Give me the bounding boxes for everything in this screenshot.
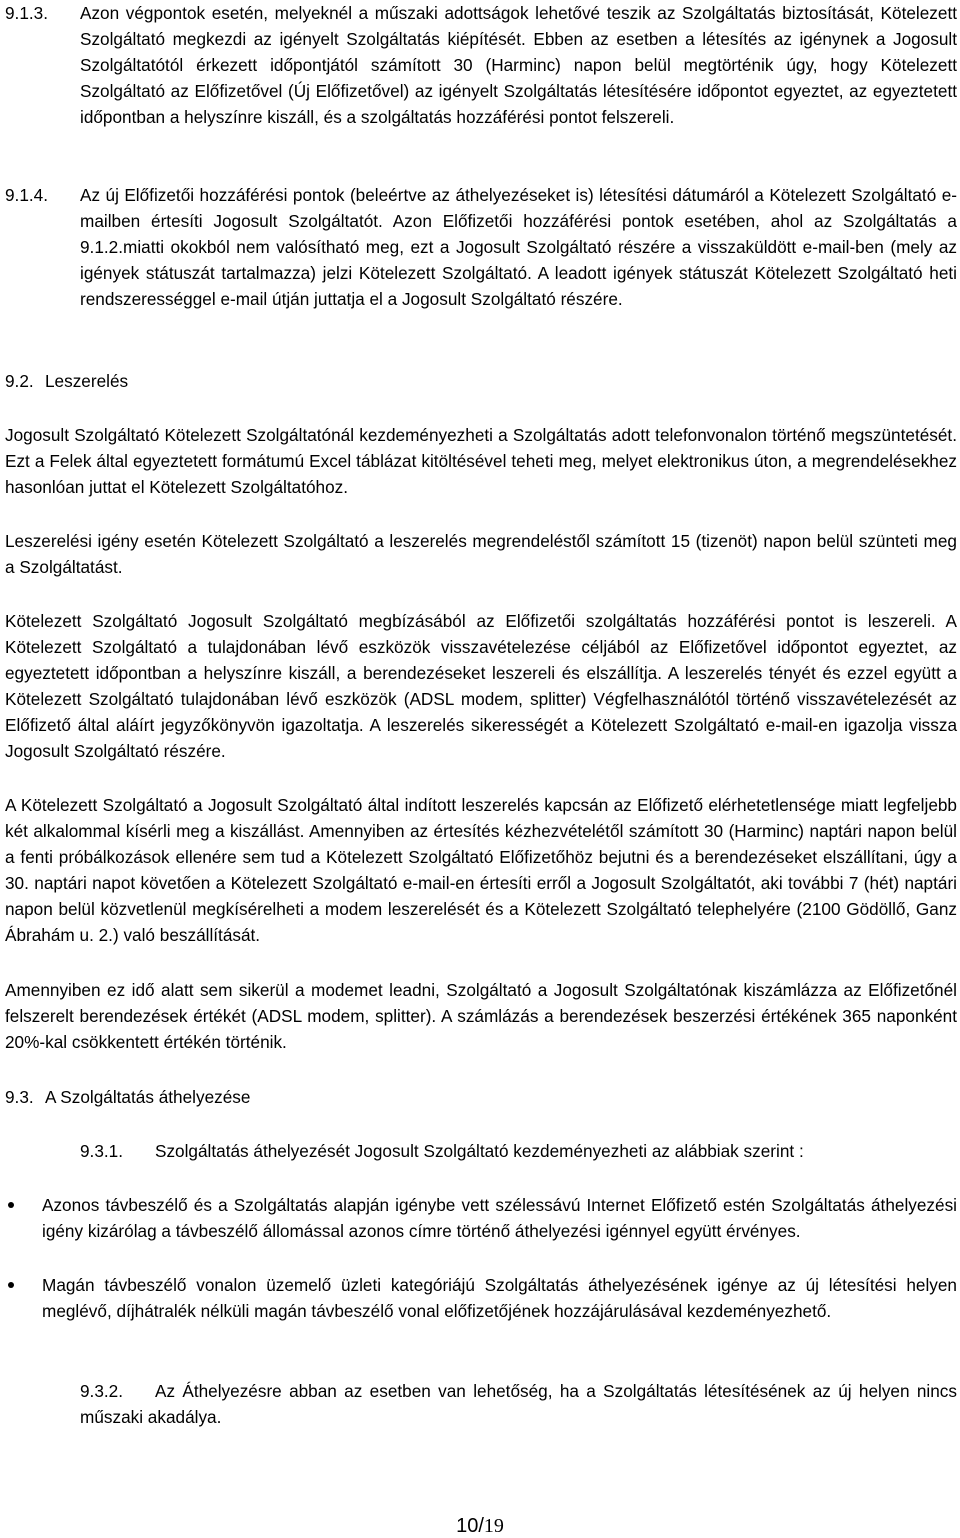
list-item [5,1272,957,1324]
section-9-3-1 [80,1138,957,1164]
heading-number: 9.3. [5,1087,34,1107]
heading-title: A Szolgáltatás áthelyezése [45,1087,251,1107]
paragraph: Jogosult Szolgáltató Kötelezett Szolgáltatónál kezdeményezheti a Szolgáltatás adott telefonvonalon történő megszüntetését. Ezt a Felek által egyeztetett formátumú Excel táblázat kitöltésével teheti meg, melyet elektronikus úton, a megrendelésekhez hasonlóan juttat el Kötelezett Szolgáltatóhoz. [5,425,957,497]
paragraph: Kötelezett Szolgáltató Jogosult Szolgáltató megbízásából az Előfizetői szolgáltatás hozzáférési pontot is leszereli. A Kötelezett Szolgáltató a tulajdonában lévő eszközök visszavételezése céljából az Előfizetővel időpontot egyeztet, az egyeztetett időpontban a helyszínre kiszáll, a berendezéseket leszereli és elszállítja. A leszerelés tényét és ezzel együtt a Kötelezett Szolgáltató tulajdonában lévő eszközök (ADSL modem, splitter) Végfelhasználótól történő visszavételezését az Előfizető által aláírt jegyzőkönyvön igazoltatja. A leszerelés sikerességét a Kötelezett Szolgáltató e-mail-en igazolja vissza Jogosult Szolgáltató részére. [5,611,957,761]
paragraph: Leszerelési igény esetén Kötelezett Szolgáltató a leszerelés megrendeléstől számított 15 (tizenöt) napon belül szünteti meg a Szolgáltatást. [5,531,957,577]
heading-title: Leszerelés [45,371,129,391]
section-text: Azon végpontok esetén, melyeknél a műszaki adottságok lehetővé teszik az Szolgáltatás biztosítását, Kötelezett Szolgáltató megkezdi az igényelt Szolgáltatás kiépítését. Ebben az esetben a létesítés az igénynek a Jogosult Szolgáltatótól érkezett időpontjától számított 30 (Harminc) napon belül megtörténik úgy, hogy Kötelezett Szolgáltató az Előfizetővel (Új Előfizetővel) az igényelt Szolgáltatás létesítésére időpontot egyeztet, az egyeztetett időpontban a helyszínre kiszáll, és a szolgáltatás hozzáférési pontot felszereli. [80,3,957,127]
list-item-text: Magán távbeszélő vonalon üzemelő üzleti kategóriájú Szolgáltatás áthelyezésének igénye az új létesítési helyen meglévő, díjhátralék nélküli magán távbeszélő vonal előfizetőjének hozzájárulásával kezdeményezhető. [42,1275,957,1321]
section-text: Szolgáltatás áthelyezését Jogosult Szolgáltató kezdeményezheti az alábbiak szerint : [155,1141,804,1161]
heading-9-2 [5,368,128,394]
page-total: 19 [483,1515,504,1537]
section-9-1-4 [5,182,957,312]
section-number: 9.3.1. [80,1141,124,1161]
list-item [5,1192,957,1244]
section-9-1-3 [5,0,957,130]
section-number: 9.3.2. [80,1381,124,1401]
paragraph: A Kötelezett Szolgáltató a Jogosult Szolgáltató által indított leszerelés kapcsán az Előfizető elérhetetlensége miatt legfeljebb két alkalommal kísérli meg a kiszállást. Amennyiben az értesítés kézhezvételétől számított 30 (Harminc) naptári napon belül a fenti próbálkozások ellenére sem tud a Kötelezett Szolgáltató Előfizetőhöz bejutni és a berendezéseket elszállítani, úgy a 30. naptári napot követően a Kötelezett Szolgáltató e-mail-en értesíti erről a Jogosult Szolgáltatót, aki további 7 (hét) naptári napon belül közvetlenül megkísérelheti a modem leszerelését és a Kötelezett Szolgáltató telephelyére (2100 Gödöllő, Ganz Ábrahám u. 2.) való beszállítását. [5,795,957,945]
section-text: Az Áthelyezésre abban az esetben van lehetőség, ha a Szolgáltatás létesítésének az új helyen nincs műszaki akadálya. [80,1381,957,1427]
page-number [0,1514,960,1538]
section-number: 9.1.4. [5,185,49,205]
heading-9-3 [5,1084,250,1110]
section-9-3-2 [80,1378,957,1430]
page-current: 10/ [456,1515,484,1537]
section-number: 9.1.3. [5,3,49,23]
list-item-text: Azonos távbeszélő és a Szolgáltatás alapján igénybe vett szélessávú Internet Előfizető estén Szolgáltatás áthelyezési igény kizárólag a távbeszélő állomással azonos címre történő áthelyezési igénnyel együtt érvényes. [42,1195,957,1241]
heading-number: 9.2. [5,371,34,391]
section-text: Az új Előfizetői hozzáférési pontok (beleértve az áthelyezéseket is) létesítési dátumáról a Kötelezett Szolgáltató e-mailben értesíti Jogosult Szolgáltatót. Azon Előfizetői hozzáférési pontok esetében, ahol az Szolgáltatás a 9.1.2.miatti okokból nem valósítható meg, ezt a Jogosult Szolgáltató részére a visszaküldött e-mail-ben (mely az igények státuszát tartalmazza) jelzi Kötelezett Szolgáltató. A leadott igények státuszát Kötelezett Szolgáltató heti rendszerességgel e-mail útján juttatja el a Jogosult Szolgáltató részére. [80,185,957,309]
paragraph: Amennyiben ez idő alatt sem sikerül a modemet leadni, Szolgáltató a Jogosult Szolgáltatónak kiszámlázza az Előfizetőnél felszerelt berendezések értékét (ADSL modem, splitter). A számlázás a berendezések beszerzési értékének 365 naponként 20%-kal csökkentett értékén történik. [5,980,957,1052]
